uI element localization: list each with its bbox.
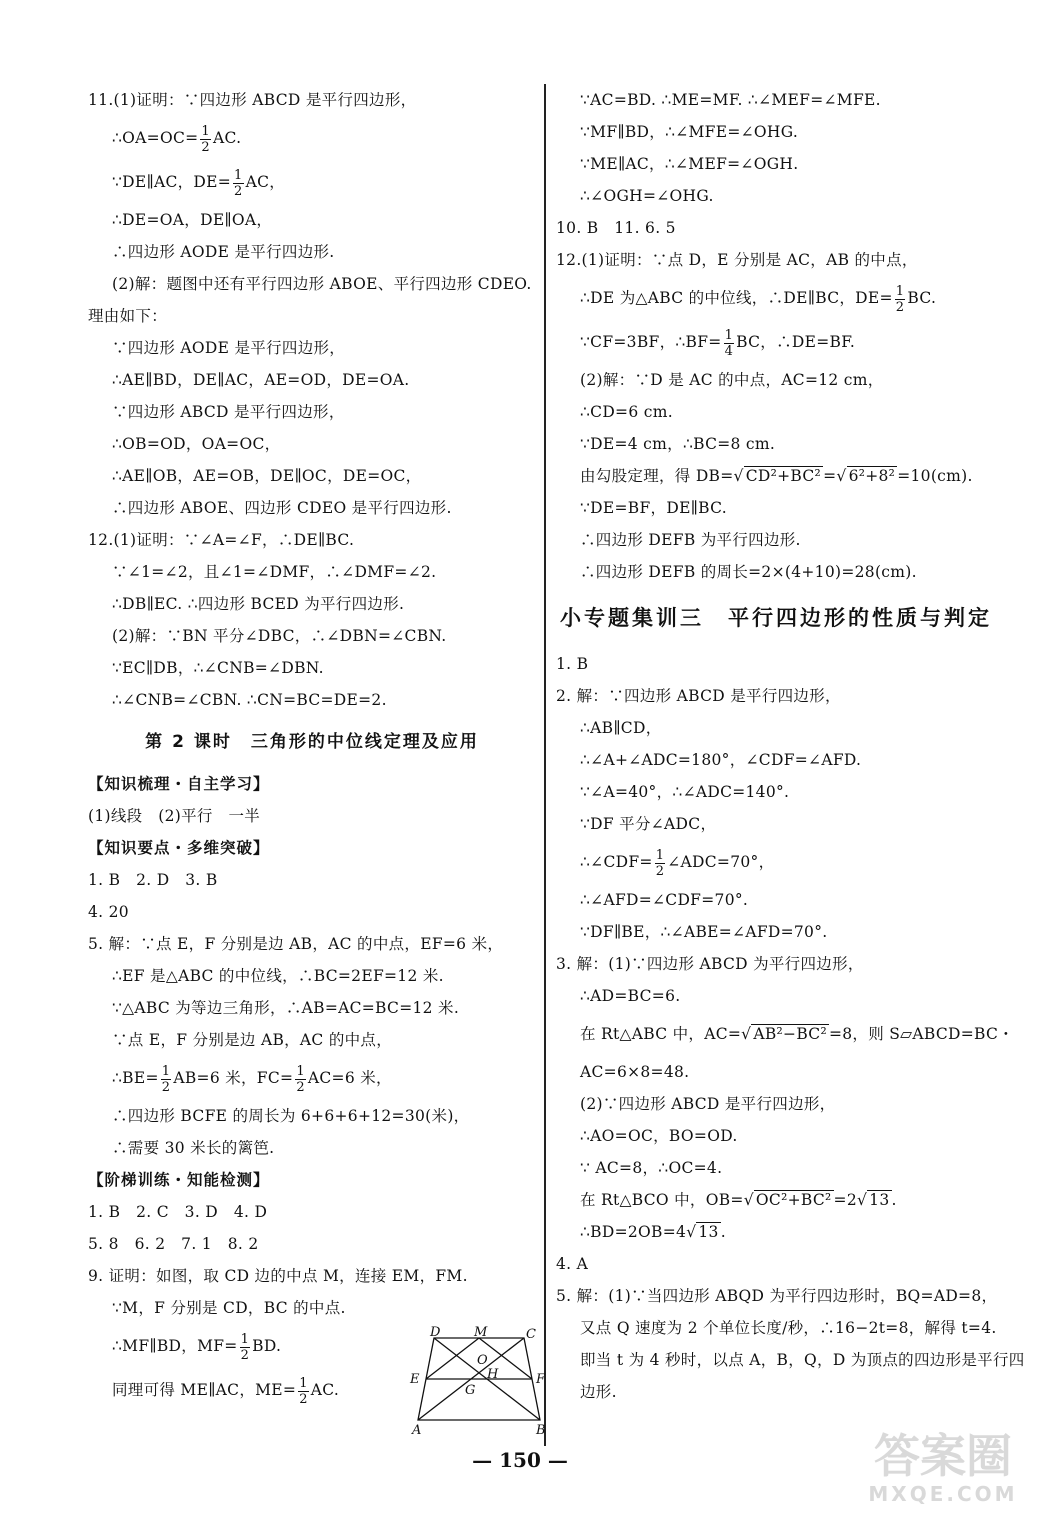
section-title: 小专题集训三 平行四边形的性质与判定 [560, 606, 992, 630]
q3-line-2: ∴AD=BC=6. [580, 987, 681, 1005]
key-points-answers-2: 4. 20 [88, 903, 129, 921]
column-divider [544, 84, 546, 1446]
q2-line-3: ∴∠A+∠ADC=180°，∠CDF=∠AFD. [580, 751, 862, 769]
q9-line-4: 同理可得 ME∥AC，ME= $\frac{1}{2}$ AC. [112, 1375, 340, 1407]
r-q12-line-9: ∴四边形 DEFB 为平行四边形. [580, 531, 801, 549]
r-q12-line-4: (2)解：∵D 是 AC 的中点，AC=12 cm， [580, 371, 884, 389]
q11-line-8: ∵四边形 AODE 是平行四边形， [112, 339, 346, 357]
q2-line-7: ∴∠AFD=∠CDF=70°. [580, 891, 749, 909]
right-column [556, 84, 1025, 1408]
section-ladder-training: 【阶梯训练・知能检测】 [88, 1170, 270, 1189]
sqrt-icon: √ [836, 467, 847, 485]
knowledge-review-answers: (1)线段 (2)平行 一半 [88, 807, 261, 825]
q12-line-5: ∵EC∥DB，∴∠CNB=∠DBN. [112, 659, 324, 677]
q5-line-4: ∵点 E，F 分别是边 AB，AC 的中点， [112, 1031, 393, 1049]
r-q12-line-1: 12.(1)证明：∵点 D，E 分别是 AC，AB 的中点， [556, 251, 918, 269]
label-d: D [430, 1326, 441, 1340]
fraction-half: $\frac{1}{2}$ [299, 1375, 308, 1407]
label-e: E [410, 1372, 420, 1387]
sqrt-icon: √ [733, 467, 744, 485]
q12-line-3: ∴DB∥EC. ∴四边形 BCED 为平行四边形. [112, 595, 405, 613]
q5-line-1: 5. 解：∵点 E，F 分别是边 AB，AC 的中点，EF=6 米， [88, 935, 504, 953]
q9-cont-line-2: ∵MF∥BD，∴∠MFE=∠OHG. [580, 123, 799, 141]
label-c: C [526, 1327, 536, 1342]
q2-line-8: ∵DF∥BE，∴∠ABE=∠AFD=70°. [580, 923, 828, 941]
label-a: A [412, 1423, 422, 1436]
label-m: M [474, 1326, 488, 1340]
fraction-half: $\frac{1}{2}$ [201, 123, 210, 155]
r-q12-line-6: ∵DE=4 cm，∴BC=8 cm. [580, 435, 776, 453]
q11-line-4: ∴DE=OA，DE∥OA， [112, 211, 273, 229]
ladder-answers-2: 5. 8 6. 2 7. 1 8. 2 [88, 1235, 259, 1253]
q9-cont-line-4: ∴∠OGH=∠OHG. [580, 187, 714, 205]
q9-line-2: ∵M，F 分别是 CD，BC 的中点. [112, 1299, 346, 1317]
q11-line-6: (2)解：题图中还有平行四边形 ABOE、平行四边形 CDEO. [112, 275, 532, 293]
segment-em [426, 1338, 479, 1379]
q3-line-5: (2)∵四边形 ABCD 是平行四边形， [580, 1095, 836, 1113]
q12-line-1: 12.(1)证明：∵∠A=∠F，∴DE∥BC. [88, 531, 355, 549]
q5-line-2: ∴EF 是△ABC 的中位线，∴BC=2EF=12 米. [112, 967, 444, 985]
q2-line-2: ∴AB∥CD， [580, 719, 662, 737]
q5r-line-4: 边形. [580, 1383, 617, 1401]
q11-line-13: ∴四边形 ABOE、四边形 CDEO 是平行四边形. [112, 499, 452, 517]
fraction-half: $\frac{1}{2}$ [655, 847, 665, 879]
q5-line-7: ∴需要 30 米长的篱笆. [112, 1139, 275, 1157]
label-g: G [465, 1383, 476, 1398]
q5r-line-1: 5. 解：(1)∵当四边形 ABQD 为平行四边形时，BQ=AD=8， [556, 1287, 998, 1305]
r-q12-line-8: ∵DE=BF，DE∥BC. [580, 499, 727, 517]
q5-line-3: ∵△ABC 为等边三角形，∴AB=AC=BC=12 米. [112, 999, 460, 1017]
q11-line-1: 11.(1)证明：∵四边形 ABCD 是平行四边形， [88, 91, 417, 109]
q11-line-12: ∴AE∥OB，AE=OB，DE∥OC，DE=OC， [112, 467, 422, 485]
r-q12-line-3: ∵CF=3BF，∴BF= $\frac{1}{4}$ BC，∴DE=BF. [580, 327, 856, 359]
fraction-half: $\frac{1}{2}$ [234, 167, 243, 199]
r-q12-line-10: ∴四边形 DEFB 的周长=2×(4+10)=28(cm). [580, 563, 917, 581]
watermark-text: 答案圈 [874, 1429, 1012, 1483]
label-b: B [536, 1423, 546, 1436]
sqrt-icon: √ [743, 1191, 754, 1209]
watermark-logo [868, 1430, 1018, 1520]
sqrt-icon: √ [741, 1025, 752, 1043]
q2-line-1: 2. 解：∵四边形 ABCD 是平行四边形， [556, 687, 841, 705]
q9-cont-line-1: ∵AC=BD. ∴ME=MF. ∴∠MEF=∠MFE. [580, 91, 881, 109]
key-points-answers-1: 1. B 2. D 3. B [88, 871, 218, 889]
q5-line-6: ∴四边形 BCFE 的周长为 6+6+6+12=30(米)， [112, 1107, 470, 1125]
trapezoid-figure [406, 1326, 554, 1436]
label-o: O [477, 1353, 488, 1368]
q11-line-5: ∴四边形 AODE 是平行四边形. [112, 243, 335, 261]
label-f: F [536, 1372, 546, 1387]
q11-line-9: ∴AE∥BD，DE∥AC，AE=OD，DE=OA. [112, 371, 410, 389]
sqrt-icon: √ [856, 1191, 868, 1209]
q3-line-7: ∵ AC=8，∴OC=4. [580, 1159, 723, 1177]
section-key-points: 【知识要点・多维突破】 [88, 838, 270, 857]
q12-line-4: (2)解：∵BN 平分∠DBC，∴∠DBN=∠CBN. [112, 627, 447, 645]
q3-line-1: 3. 解：(1)∵四边形 ABCD 为平行四边形， [556, 955, 864, 973]
left-column [88, 84, 536, 1412]
q2-line-5: ∵DF 平分∠ADC， [580, 815, 717, 833]
section-knowledge-review: 【知识梳理・自主学习】 [88, 774, 270, 793]
q2-line-6: ∴∠CDF= $\frac{1}{2}$ ∠ADC=70°， [580, 847, 775, 879]
q12-line-2: ∵∠1=∠2，且∠1=∠DMF，∴∠DMF=∠2. [112, 563, 437, 581]
sqrt-icon: √ [686, 1223, 697, 1241]
lesson-title: 第 2 课时 三角形的中位线定理及应用 [145, 732, 479, 752]
q11-line-2: ∴OA=OC= $\frac{1}{2}$ AC. [112, 123, 242, 155]
answer-4: 4. A [556, 1255, 589, 1273]
fraction-half: $\frac{1}{2}$ [296, 1063, 305, 1095]
q9-line-3: ∴MF∥BD，MF= $\frac{1}{2}$ BD. [112, 1331, 282, 1363]
fraction-quarter: $\frac{1}{4}$ [724, 327, 734, 359]
q12-line-6: ∴∠CNB=∠CBN. ∴CN=BC=DE=2. [112, 691, 387, 709]
label-h: H [487, 1367, 499, 1382]
r-q12-line-5: ∴CD=6 cm. [580, 403, 673, 421]
watermark-url: MXQE.COM [868, 1482, 1018, 1506]
q3-line-4: AC=6×8=48. [580, 1063, 690, 1081]
r-q12-line-7: 由勾股定理，得 DB=√ CD²+BC² =√ 6²+8² =10(cm). [580, 467, 973, 485]
q5r-line-3: 即当 t 为 4 秒时，以点 A，B，Q，D 为顶点的四边形是平行四 [580, 1351, 1025, 1369]
q9-line-1: 9. 证明：如图，取 CD 边的中点 M，连接 EM，FM. [88, 1267, 468, 1285]
q3-line-3: 在 Rt△ABC 中，AC=√ AB²−BC² =8，则 S▱ABCD=BC・ [580, 1025, 1014, 1043]
q2-line-4: ∵∠A=40°，∴∠ADC=140°. [580, 783, 790, 801]
q3-line-8: 在 Rt△BCO 中，OB=√ OC²+BC² =2√ 13 . [580, 1191, 897, 1209]
answer-1: 1. B [556, 655, 589, 673]
fraction-half: $\frac{1}{2}$ [895, 283, 905, 315]
q9-cont-line-3: ∵ME∥AC，∴∠MEF=∠OGH. [580, 155, 799, 173]
q5-line-5: ∴BE= $\frac{1}{2}$ AB=6 米，FC= $\frac{1}{2}$ AC=6 米， [112, 1063, 392, 1095]
r-q12-line-2: ∴DE 为△ABC 的中位线，∴DE∥BC，DE= $\frac{1}{2}$ BC. [580, 283, 937, 315]
ladder-answers-1: 1. B 2. C 3. D 4. D [88, 1203, 268, 1221]
fraction-half: $\frac{1}{2}$ [240, 1331, 250, 1363]
q3-line-9: ∴BD=2OB=4√ 13 . [580, 1223, 726, 1241]
page-number: — 150 — [472, 1448, 568, 1472]
answers-10-11: 10. B 11. 6. 5 [556, 219, 676, 237]
q11-line-10: ∵四边形 ABCD 是平行四边形， [112, 403, 345, 421]
fraction-half: $\frac{1}{2}$ [161, 1063, 171, 1095]
q3-line-6: ∴AO=OC，BO=OD. [580, 1127, 738, 1145]
q11-line-7: 理由如下： [88, 307, 168, 325]
q5r-line-2: 又点 Q 速度为 2 个单位长度/秒，∴16−2t=8，解得 t=4. [580, 1319, 997, 1337]
q11-line-3: ∵DE∥AC，DE= $\frac{1}{2}$ AC， [112, 167, 286, 199]
q11-line-11: ∴OB=OD，OA=OC， [112, 435, 281, 453]
